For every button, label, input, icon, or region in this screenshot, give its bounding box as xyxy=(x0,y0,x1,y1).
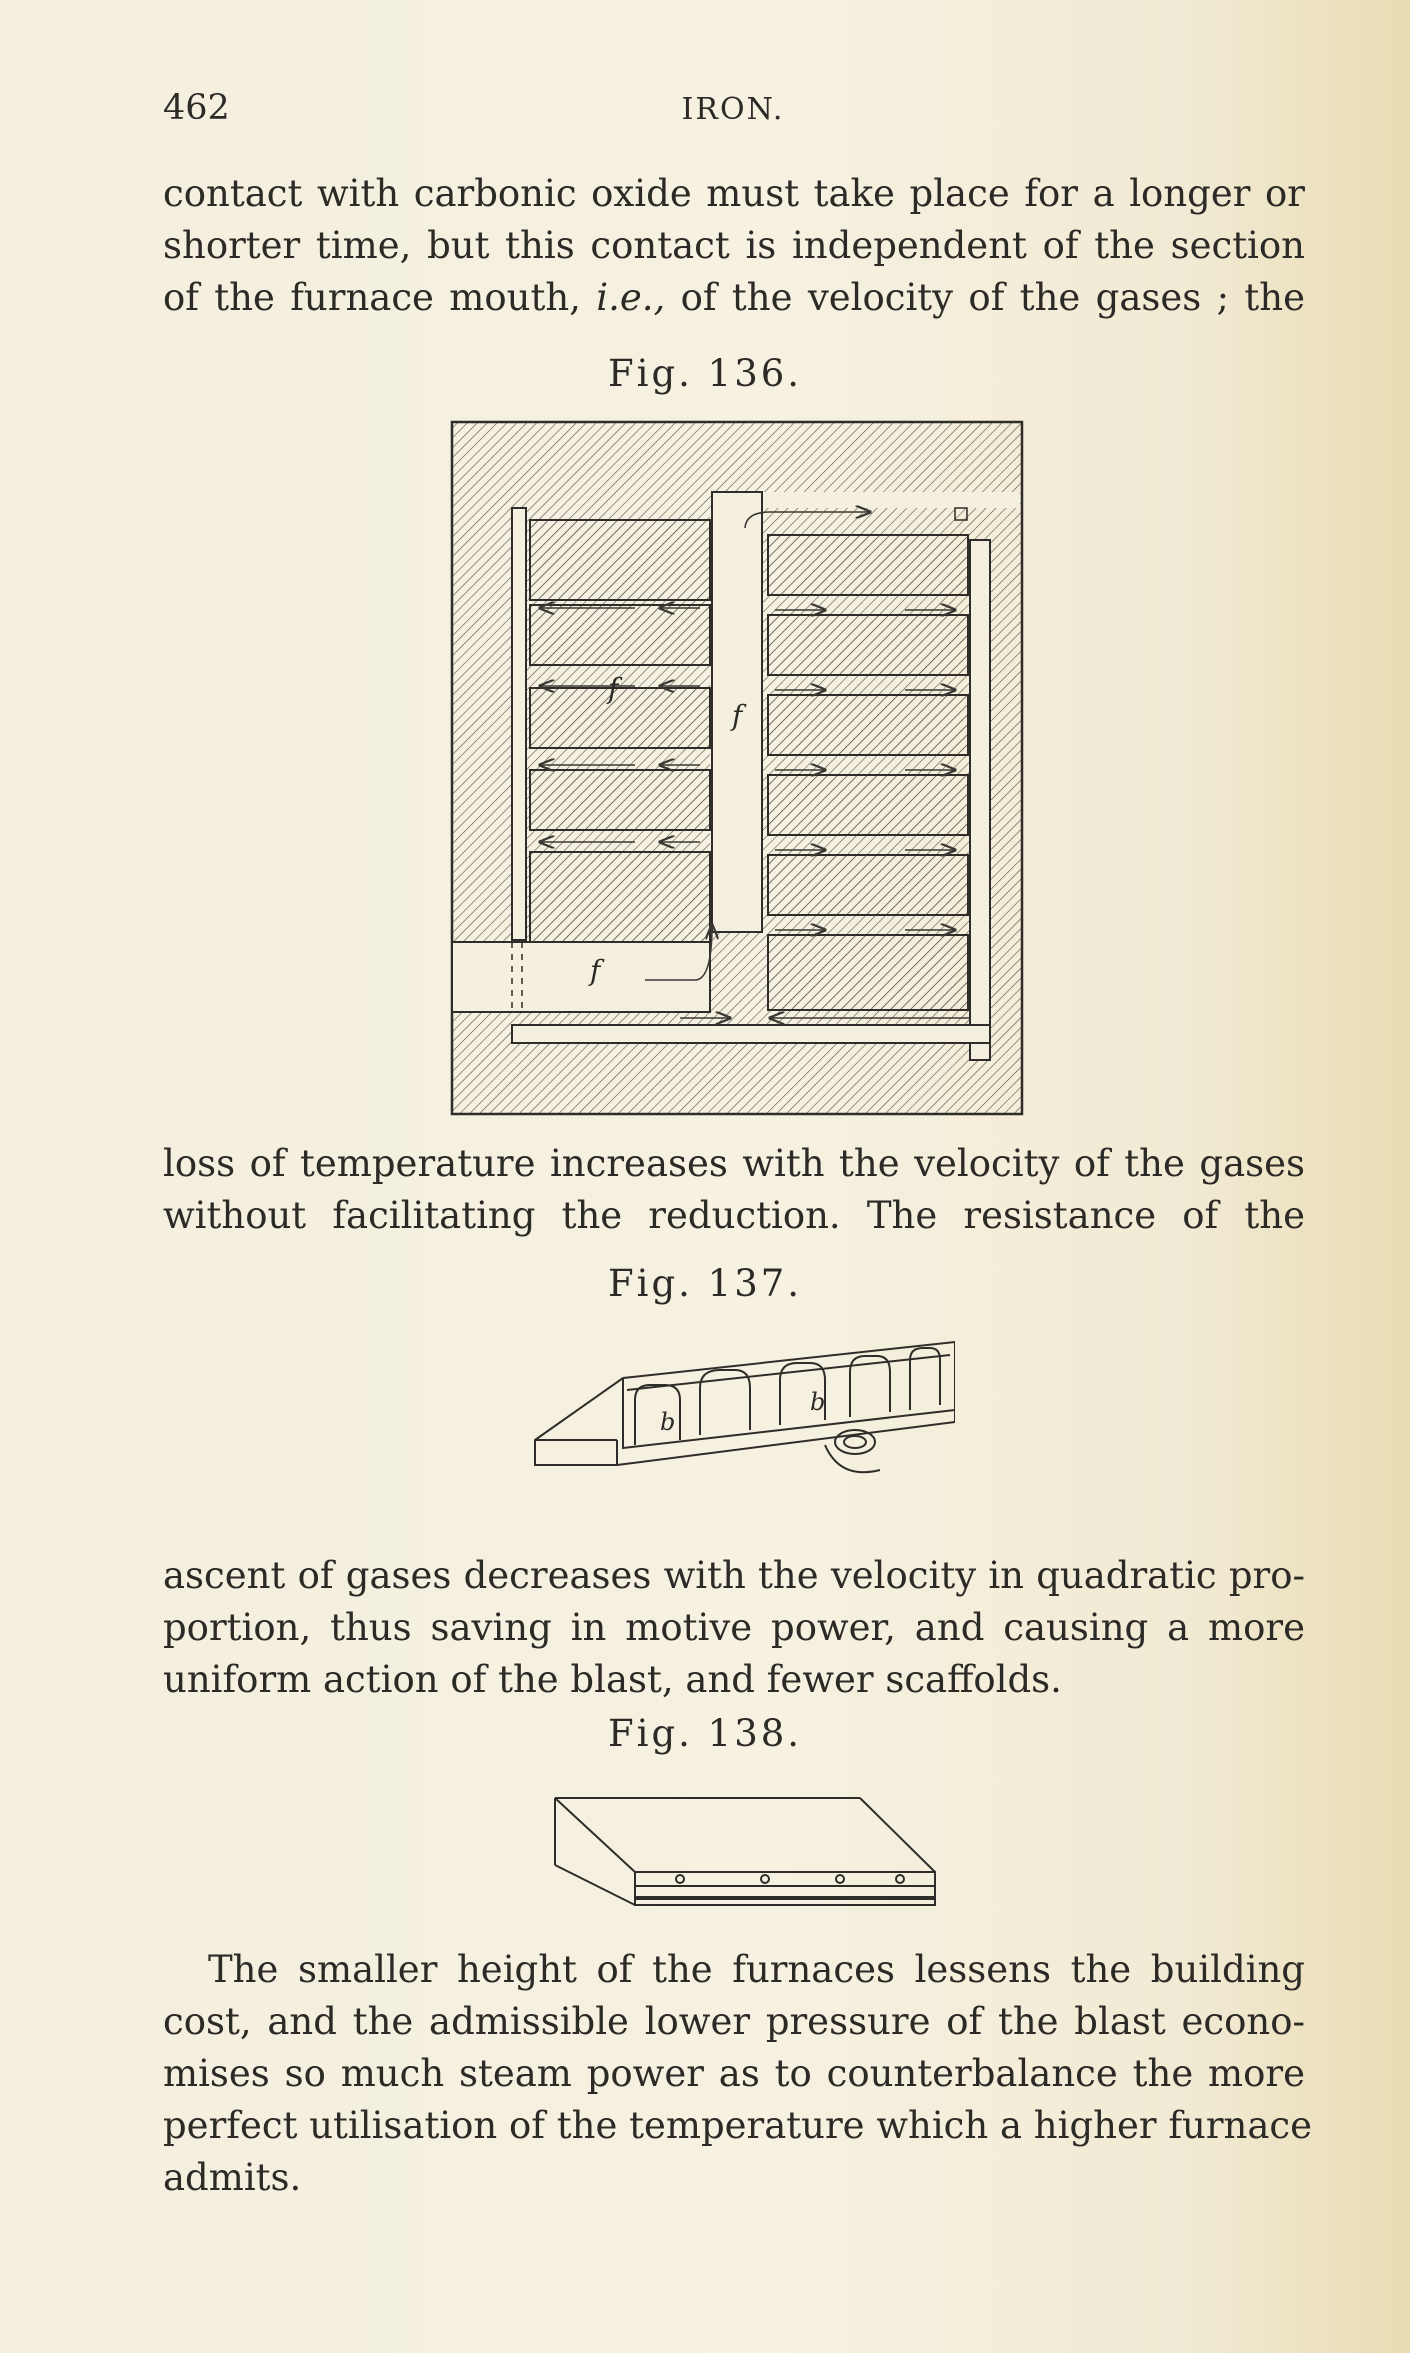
figure-caption-138: Fig. 138. xyxy=(607,1712,803,1755)
figure-caption-136: Fig. 136. xyxy=(607,352,803,395)
text-line: without facilitating the reduction. The resistance of the xyxy=(163,1194,1305,1237)
paragraph-1 xyxy=(163,168,1305,324)
label-f: f xyxy=(608,672,619,705)
text-line: admits. xyxy=(163,2156,302,2199)
text-line xyxy=(163,272,1305,324)
inlet-passage xyxy=(452,942,710,1012)
italic-abbreviation: i.e., xyxy=(596,276,666,319)
figure-caption-137: Fig. 137. xyxy=(607,1262,803,1305)
text-line: perfect utilisation of the temperature which a higher furnace xyxy=(163,2104,1313,2147)
label-f: f xyxy=(590,954,601,987)
label-f: f xyxy=(732,699,743,732)
figure-138-hearth-sketch xyxy=(550,1790,940,1910)
figure-137-furnace-perspective xyxy=(525,1330,955,1530)
text-line: loss of temperature increases with the velocity of the gases xyxy=(163,1142,1305,1185)
text-line: mises so much steam power as to counterbalance the more xyxy=(163,2052,1305,2095)
label-b: b xyxy=(660,1408,676,1436)
figure-136-furnace-plan xyxy=(450,420,1025,1118)
paragraph-2 xyxy=(163,1138,1305,1242)
page-number: 462 xyxy=(163,88,230,128)
text-line: cost, and the admissible lower pressure of the blast econo- xyxy=(163,2000,1305,2043)
left-chambers xyxy=(530,520,710,942)
text-line: portion, thus saving in motive power, and causing a more xyxy=(163,1606,1305,1649)
paragraph-3 xyxy=(163,1550,1305,1706)
label-b: b xyxy=(810,1388,826,1416)
text-line: contact with carbonic oxide must take place for a longer or xyxy=(163,172,1305,215)
bottom-channel xyxy=(512,1025,990,1043)
running-header xyxy=(163,88,1303,128)
paragraph-4 xyxy=(163,1944,1313,2204)
text-line: uniform action of the blast, and fewer scaffolds. xyxy=(163,1658,1062,1701)
left-channel xyxy=(512,508,526,940)
right-channel xyxy=(970,540,990,1060)
text-span: of the furnace mouth, xyxy=(163,276,597,319)
text-line: shorter time, but this contact is independent of the section xyxy=(163,224,1305,267)
text-line: The smaller height of the furnaces lessens the building xyxy=(208,1948,1305,1991)
text-span: of the velocity of the gases ; the xyxy=(665,276,1305,319)
running-title: IRON. xyxy=(681,92,785,127)
text-line: ascent of gases decreases with the velocity in quadratic pro- xyxy=(163,1554,1305,1597)
